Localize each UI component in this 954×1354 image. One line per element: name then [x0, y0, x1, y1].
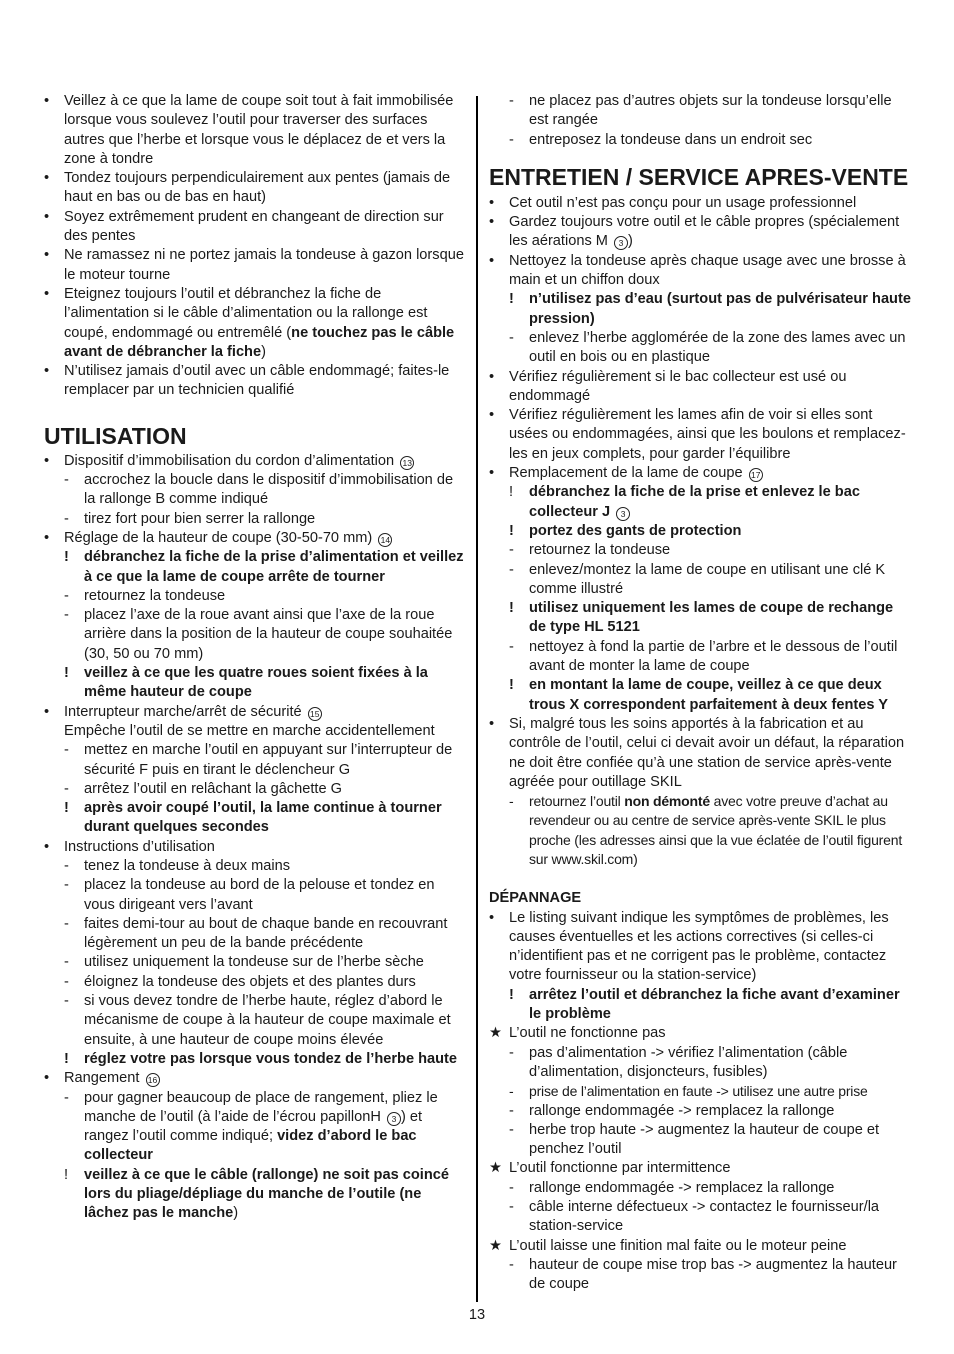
- bullet-marker: -: [64, 780, 69, 797]
- section-heading: ENTRETIEN / SERVICE APRES-VENTE: [489, 163, 909, 190]
- bullet-marker: •: [44, 1070, 50, 1087]
- bullet-marker: •: [44, 703, 50, 720]
- subsection-heading: DÉPANNAGE: [489, 890, 582, 907]
- sub-list-item: [489, 290, 913, 329]
- list-item: [489, 213, 913, 252]
- list-item: [489, 406, 913, 464]
- bullet-marker: •: [489, 214, 495, 231]
- figure-ref-icon: 3: [616, 507, 630, 521]
- warning-marker: !: [509, 291, 514, 308]
- sub-list-item: [44, 857, 468, 876]
- sub-list-item: [489, 541, 913, 560]
- bullet-marker: -: [64, 587, 69, 604]
- text-segment: veillez à ce que les quatre roues soient fixées à la même hauteur de coupe: [84, 665, 428, 701]
- text-segment: faites demi-tour au bout de chaque bande en recouvrant légèrement un peu de la bande précédente: [84, 915, 448, 952]
- sub-list-item: [489, 329, 913, 368]
- sub-list-item: [44, 587, 468, 606]
- text-segment: ne placez pas d’autres objets sur la tondeuse lorsqu’elle est rangée: [529, 93, 892, 129]
- text-segment: n’utilisez pas d’eau (surtout pas de pulvérisateur haute pression): [529, 291, 911, 327]
- warning-marker: !: [64, 665, 69, 682]
- sub-list-item: [489, 1102, 913, 1121]
- sub-list-item: [44, 471, 468, 510]
- bullet-marker: •: [489, 715, 495, 732]
- text-segment: veillez à ce que le câble (rallonge) ne soit pas coincé lors du pliage/dépliage du manche de l’outile (ne lâchez pas le manche: [84, 1166, 449, 1222]
- text-segment: Réglage de la hauteur de coupe (30-50-70 mm): [64, 529, 377, 546]
- list-item: [489, 1237, 913, 1256]
- figure-ref-icon: 16: [146, 1073, 160, 1087]
- text-segment: videz d’abord le bac collecteur: [84, 1128, 417, 1164]
- bullet-marker: •: [489, 465, 495, 482]
- text-segment: pour gagner beaucoup de place de rangement, pliez le manche de l’outil (à l’aide de l’écrou papillonH: [84, 1089, 438, 1125]
- sub-list-item: [489, 522, 913, 541]
- bullet-marker: -: [509, 93, 514, 109]
- sub-list-item: [44, 876, 468, 915]
- bullet-marker: -: [509, 131, 514, 148]
- list-item: [489, 1159, 913, 1178]
- text-segment: mettez en marche l’outil en appuyant sur l’interrupteur de sécurité F puis en tirant le déclencheur G: [84, 742, 453, 778]
- text-segment: Ne ramassez ni ne portez jamais la tondeuse à gazon lorsque le moteur tourne: [64, 247, 464, 283]
- bullet-marker: •: [44, 363, 50, 380]
- list-item: [44, 246, 468, 285]
- bullet-marker: •: [489, 909, 495, 926]
- bullet-marker: -: [509, 1044, 514, 1061]
- sub-list-item: [489, 1121, 913, 1160]
- sub-list-item: [44, 510, 468, 529]
- bullet-marker: -: [64, 993, 69, 1010]
- figure-ref-icon: 17: [749, 468, 763, 482]
- bullet-marker: -: [64, 857, 69, 874]
- text-segment: enlevez/montez la lame de coupe en utilisant une clé K comme illustré: [529, 561, 886, 597]
- page-number: 13: [468, 1307, 486, 1323]
- bullet-marker: -: [64, 973, 69, 990]
- text-segment: N’utilisez jamais d’outil avec un câble endommagé; faites-le remplacer par un technicien qualifié: [64, 363, 450, 399]
- text-segment: Interrupteur marche/arrêt de sécurité: [64, 703, 306, 720]
- sub-list-item: [44, 548, 468, 587]
- text-segment: Vérifiez régulièrement les lames afin de voir si elles sont usées ou endommagées, ainsi que les boulons et remplacez-les en jeux complets, pour garder l’équilibre: [509, 407, 906, 462]
- text-segment: retournez l’outil: [529, 793, 625, 810]
- warning-marker: !: [509, 986, 514, 1003]
- bullet-marker: •: [44, 452, 50, 469]
- bullet-marker: -: [64, 1089, 69, 1106]
- sub-list-item: [44, 973, 468, 992]
- bullet-marker: -: [509, 1102, 514, 1119]
- sub-list-item: [489, 1179, 913, 1198]
- text-segment: ): [628, 233, 633, 250]
- bullet-marker: •: [489, 252, 495, 269]
- text-segment: tirez fort pour bien serrer la rallonge: [84, 510, 316, 527]
- text-segment: arrêtez l’outil en relâchant la gâchette G: [84, 780, 342, 797]
- text-segment: placez la tondeuse au bord de la pelouse et tondez en vous dirigeant vers l’avant: [84, 877, 435, 913]
- text-segment: Empêche l’outil de se mettre en marche accidentellement: [64, 722, 435, 739]
- text-segment: Cet outil n’est pas conçu pour un usage professionnel: [509, 194, 857, 211]
- text-segment: portez des gants de protection: [529, 522, 742, 539]
- bullet-marker: -: [64, 915, 69, 932]
- star-marker: ★: [489, 1160, 503, 1177]
- bullet-marker: -: [509, 1256, 514, 1273]
- sub-list-item: [489, 599, 913, 638]
- text-segment: ne touchez pas le câble avant de débrancher la fiche: [64, 324, 455, 360]
- sub-list-item: [489, 986, 913, 1025]
- sub-list-item: [44, 664, 468, 703]
- right-column: [489, 92, 913, 1295]
- list-item: [489, 1024, 913, 1043]
- list-item: [44, 362, 468, 401]
- bullet-marker: •: [44, 247, 50, 264]
- sub-list-item: [489, 561, 913, 600]
- sub-list-item: [44, 953, 468, 972]
- sub-list-item: [44, 1089, 468, 1166]
- sub-list-item: [489, 92, 913, 131]
- warning-marker: !: [64, 800, 69, 817]
- text-segment: L’outil fonctionne par intermittence: [509, 1160, 731, 1177]
- star-marker: ★: [489, 1025, 503, 1042]
- text-segment: Veillez à ce que la lame de coupe soit tout à fait immobilisée lorsque vous soulevez l’outil pour traverser des surfaces autres que l’herbe et lorsque vous le déplacez de et vers la zone à tondre: [64, 93, 454, 167]
- list-item: [44, 722, 468, 741]
- list-item: [44, 1069, 468, 1088]
- text-segment: utilisez uniquement les lames de coupe de rechange de type HL 5121: [529, 600, 894, 636]
- left-column: [44, 92, 468, 1224]
- text-segment: ): [233, 1205, 239, 1222]
- sub-list-item: [44, 915, 468, 954]
- text-segment: non démonté: [624, 793, 710, 810]
- sub-list-item: [489, 131, 913, 150]
- sub-list-item: [489, 1256, 913, 1295]
- warning-marker: !: [509, 484, 514, 501]
- list-item: [44, 92, 468, 169]
- list-item: [44, 529, 468, 548]
- list-item: [489, 464, 913, 483]
- bullet-marker: -: [64, 877, 69, 894]
- bullet-marker: •: [44, 529, 50, 546]
- text-segment: accrochez la boucle dans le dispositif d’immobilisation de la rallonge B comme indiqué: [84, 472, 454, 508]
- sub-list-item: [489, 638, 913, 677]
- text-segment: pas d’alimentation -> vérifiez l’alimentation (câble d’alimentation, disjoncteurs, fusibles): [529, 1044, 848, 1080]
- text-segment: avec votre preuve d’achat au revendeur ou au centre de service après-vente SKIL le plus proche (les adresses ainsi que la vue éclatée de l’outil figurent sur www.skil.com): [529, 793, 903, 867]
- text-segment: prise de l’alimentation en faute -> utilisez une autre prise: [529, 1083, 868, 1100]
- bullet-marker: •: [489, 407, 495, 424]
- sub-list-item: [489, 676, 913, 715]
- text-segment: retournez la tondeuse: [529, 542, 671, 559]
- text-segment: Vérifiez régulièrement si le bac collecteur est usé ou endommagé: [509, 368, 847, 404]
- text-segment: Instructions d’utilisation: [64, 838, 215, 855]
- list-item: [489, 715, 913, 792]
- figure-ref-icon: 3: [387, 1112, 401, 1126]
- text-segment: hauteur de coupe mise trop bas -> augmentez la hauteur de coupe: [529, 1256, 897, 1293]
- sub-list-item: [44, 741, 468, 780]
- sub-list-item: [44, 1050, 468, 1069]
- bullet-marker: -: [509, 329, 514, 346]
- bullet-marker: •: [489, 194, 495, 211]
- sub-list-item: [489, 1198, 913, 1237]
- text-segment: herbe trop haute -> augmentez la hauteur de coupe et penchez l’outil: [529, 1121, 880, 1158]
- text-segment: Le listing suivant indique les symptômes de problèmes, les causes éventuelles et les actions correctives (si celles-ci n’identifient pas et ne corrigent pas le problème, contactez votre fournisseur ou la station-service): [509, 909, 889, 984]
- list-item: [489, 909, 913, 986]
- list-item: [489, 194, 913, 213]
- text-segment: utilisez uniquement la tondeuse sur de l’herbe sèche: [84, 954, 424, 971]
- bullet-marker: -: [509, 561, 514, 578]
- text-segment: Remplacement de la lame de coupe: [509, 465, 747, 482]
- text-segment: Gardez toujours votre outil et le câble propres (spécialement les aérations M: [509, 214, 900, 250]
- sub-list-item: [44, 992, 468, 1050]
- warning-marker: !: [509, 600, 514, 617]
- bullet-marker: -: [509, 793, 514, 810]
- text-segment: en montant la lame de coupe, veillez à ce que deux trous X correspondent parfaitement à deux fentes Y: [529, 677, 888, 713]
- bullet-marker: -: [509, 542, 514, 559]
- text-segment: ): [261, 343, 266, 360]
- text-segment: débranchez la fiche de la prise d’alimentation et veillez à ce que la lame de coupe arrête de tourner: [84, 549, 464, 585]
- bullet-marker: •: [489, 368, 495, 385]
- bullet-marker: •: [44, 208, 50, 225]
- figure-ref-icon: 3: [614, 236, 628, 250]
- text-segment: réglez votre pas lorsque vous tondez de l’herbe haute: [84, 1050, 458, 1067]
- text-segment: Soyez extrêmement prudent en changeant de direction sur des pentes: [64, 208, 444, 245]
- text-segment: enlevez l’herbe agglomérée de la zone des lames avec un outil en bois ou en plastique: [529, 329, 906, 366]
- bullet-marker: -: [509, 638, 514, 655]
- bullet-marker: -: [64, 510, 69, 527]
- text-segment: L’outil ne fonctionne pas: [509, 1025, 666, 1042]
- star-marker: ★: [489, 1237, 503, 1254]
- list-item: [489, 252, 913, 291]
- text-segment: Nettoyez la tondeuse après chaque usage avec une brosse à main et un chiffon doux: [509, 252, 906, 289]
- figure-ref-icon: 13: [400, 456, 414, 470]
- section-heading: UTILISATION: [44, 422, 187, 449]
- text-segment: arrêtez l’outil et débranchez la fiche avant d’examiner le problème: [529, 986, 900, 1023]
- text-segment: débranchez la fiche de la prise et enlevez le bac collecteur J: [529, 484, 860, 520]
- list-item: [44, 703, 468, 722]
- text-segment: Rangement: [64, 1070, 144, 1087]
- bullet-marker: •: [44, 285, 50, 302]
- text-segment: câble interne défectueux -> contactez le fournisseur/la station-service: [529, 1199, 880, 1235]
- bullet-marker: -: [509, 1199, 514, 1216]
- sub-list-item: [44, 799, 468, 838]
- text-segment: L’outil laisse une finition mal faite ou le moteur peine: [509, 1237, 847, 1254]
- bullet-marker: -: [509, 1179, 514, 1196]
- figure-ref-icon: 15: [308, 707, 322, 721]
- list-item: [44, 285, 468, 362]
- text-segment: rallonge endommagée -> remplacez la rallonge: [529, 1102, 835, 1119]
- list-item: [44, 838, 468, 857]
- text-segment: éloignez la tondeuse des objets et des plantes durs: [84, 973, 416, 990]
- warning-marker: !: [64, 1166, 69, 1183]
- list-item: [44, 452, 468, 471]
- sub-list-item: [44, 606, 468, 664]
- warning-marker: !: [509, 677, 514, 694]
- list-item: [44, 208, 468, 247]
- figure-ref-icon: 14: [378, 533, 392, 547]
- list-item: [489, 368, 913, 407]
- warning-marker: !: [509, 522, 514, 539]
- bullet-marker: -: [64, 472, 69, 489]
- warning-marker: !: [64, 549, 69, 566]
- bullet-marker: -: [64, 607, 69, 624]
- bullet-marker: •: [44, 93, 50, 109]
- text-segment: si vous devez tondre de l’herbe haute, réglez d’abord le mécanisme de coupe à la hauteur de coupe maximale et ensuite, à une hauteur de coupe moins élevée: [84, 993, 451, 1048]
- sub-list-item: [489, 1044, 913, 1083]
- sub-list-item: [489, 1082, 913, 1101]
- text-segment: retournez la tondeuse: [84, 587, 226, 604]
- column-divider: [476, 96, 478, 1302]
- bullet-marker: -: [64, 954, 69, 971]
- text-segment: tenez la tondeuse à deux mains: [84, 857, 291, 874]
- list-item: [44, 169, 468, 208]
- bullet-marker: -: [64, 742, 69, 759]
- text-segment: rallonge endommagée -> remplacez la rallonge: [529, 1179, 835, 1196]
- sub-list-item: [489, 483, 913, 522]
- bullet-marker: -: [509, 1121, 514, 1138]
- text-segment: placez l’axe de la roue avant ainsi que l’axe de la roue arrière dans la position de la hauteur de coupe souhaitée (30, 50 ou 70 mm): [84, 607, 453, 662]
- text-segment: entreposez la tondeuse dans un endroit sec: [529, 131, 813, 148]
- bullet-marker: •: [44, 170, 50, 187]
- text-segment: Si, malgré tous les soins apportés à la fabrication et au contrôle de l’outil, celui ci devait avoir un défaut, la réparation ne doit être confiée qu’à une station de service après-vente agréée pour outillage SKIL: [509, 715, 905, 790]
- text-segment: Dispositif d’immobilisation du cordon d’alimentation: [64, 452, 399, 469]
- text-segment: nettoyez à fond la partie de l’arbre et le dessous de l’outil avant de monter la lame de coupe: [529, 638, 898, 675]
- text-segment: Tondez toujours perpendiculairement aux pentes (jamais de haut en bas ou de bas en haut): [64, 170, 451, 206]
- bullet-marker: •: [44, 838, 50, 855]
- sub-list-item: [44, 780, 468, 799]
- sub-list-item: [44, 1166, 468, 1224]
- warning-marker: !: [64, 1050, 69, 1067]
- bullet-marker: -: [509, 1083, 514, 1100]
- text-segment: après avoir coupé l’outil, la lame continue à tourner durant quelques secondes: [84, 800, 442, 836]
- text-segment: ) et rangez l’outil comme indiqué;: [84, 1108, 423, 1145]
- sub-list-item: [489, 792, 913, 869]
- text-segment: Eteignez toujours l’outil et débranchez la fiche de l’alimentation si le câble d’alimentation ou la rallonge est coupé, endommagé ou entremêlé (: [64, 285, 428, 341]
